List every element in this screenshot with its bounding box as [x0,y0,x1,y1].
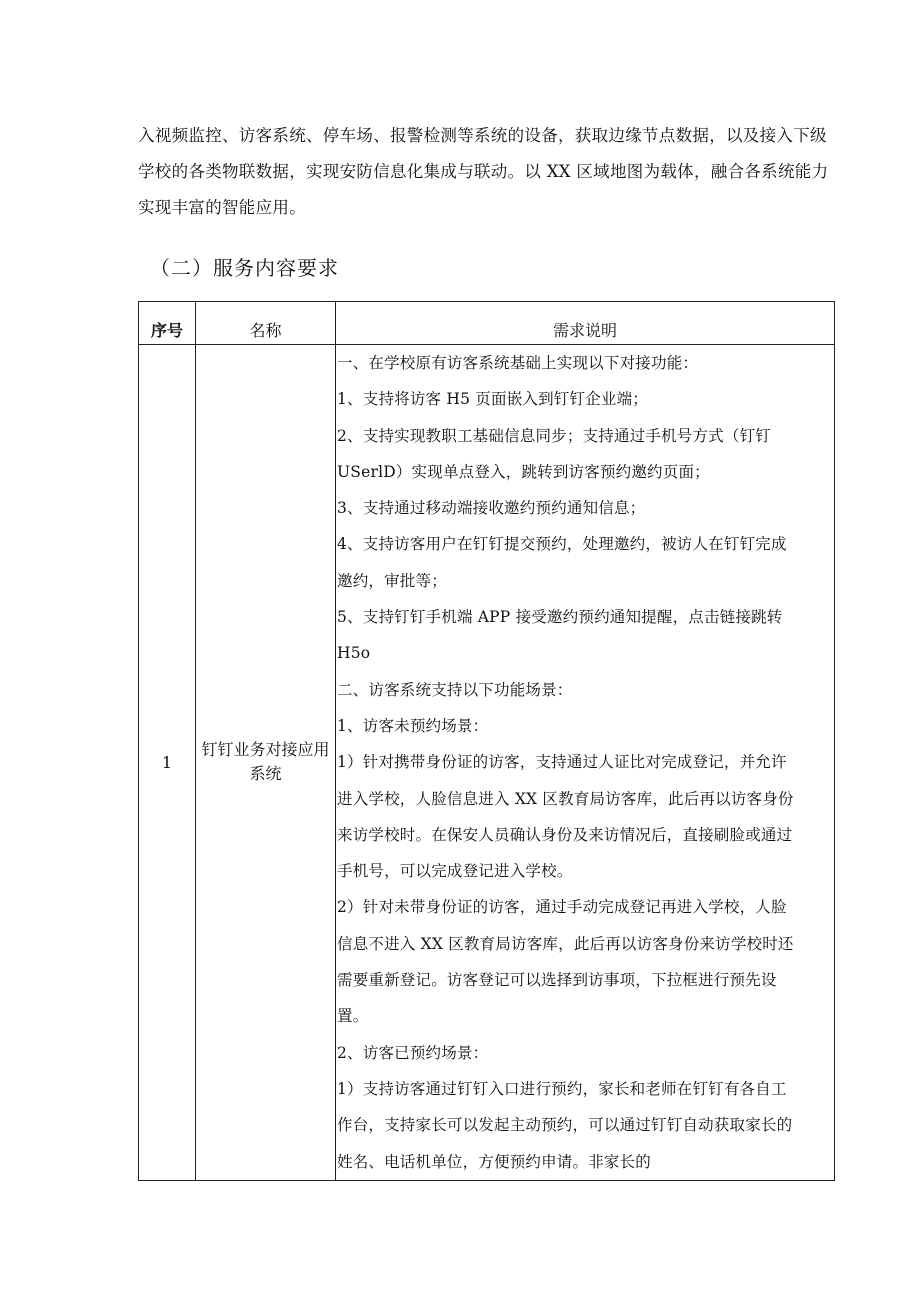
desc-line: 手机号，可以完成登记进入学校。 [337,862,573,881]
desc-line: 2、支持实现教职工基础信息同步；支持通过手机号方式（钉钉 [337,426,771,445]
header-name: 名称 [196,302,336,345]
desc-line: USerlD）实现单点登入，跳转到访客预约邀约页面； [337,462,710,481]
table-header-row [139,302,835,345]
desc-line: 4、支持访客用户在钉钉提交预约，处理邀约，被访人在钉钉完成 [337,535,787,554]
intro-line: 入视频监控、访客系统、停车场、报警检测等系统的设备，获取边缘节点数据，以及接入下级 [138,126,827,145]
header-desc: 需求说明 [336,302,835,345]
desc-line: 来访学校时。在保安人员确认身份及来访情况后，直接刷脸或通过 [337,825,793,844]
desc-line: 5、支持钉钉手机端 APP 接受邀约预约通知提醒，点击链接跳转 [337,608,783,627]
desc-line: 姓名、电话机单位，方便预约申请。非家长的 [337,1152,652,1171]
desc-line: 1、支持将访客 H5 页面嵌入到钉钉企业端； [337,390,648,409]
desc-line: 进入学校，人脸信息进入 XX 区教育局访客库，此后再以访客身份 [337,789,794,808]
desc-line: 一、在学校原有访客系统基础上实现以下对接功能： [337,354,699,372]
intro-paragraph [138,118,838,226]
desc-line: 2、访客已预约场景： [337,1043,489,1062]
row-name [196,345,336,1181]
row-desc [336,345,835,1181]
desc-line: 1）支持访客通过钉钉入口进行预约，家长和老师在钉钉有各自工 [337,1079,787,1098]
section-title: （二）服务内容要求 [150,256,339,280]
intro-line: 实现丰富的智能应用。 [138,198,306,217]
desc-line: H5o [337,644,371,663]
table-row [139,345,835,1181]
requirements-table [138,301,835,1181]
desc-line: 1）针对携带身份证的访客，支持通过人证比对完成登记，并允许 [337,753,787,772]
row-name-line: 钉钉业务对接应用 [201,740,330,760]
desc-line: 二、访客系统支持以下功能场景： [337,680,573,699]
row-name-line: 系统 [249,764,282,784]
desc-line: 2）针对未带身份证的访客，通过手动完成登记再进入学校，人脸 [337,898,787,917]
desc-line: 1、访客未预约场景： [337,716,489,735]
desc-line: 置。 [337,1007,369,1026]
desc-line: 信息不进入 XX 区教育局访客库，此后再以访客身份来访学校时还 [337,934,794,953]
desc-line: 需要重新登记。访客登记可以选择到访事项，下拉框进行预先设 [337,971,777,990]
desc-line: 作台，支持家长可以发起主动预约，可以通过钉钉自动获取家长的 [337,1116,793,1135]
header-seq: 序号 [139,302,196,345]
desc-line: 3、支持通过移动端接收邀约预约通知信息； [337,499,646,518]
row-seq: 1 [139,345,196,1181]
intro-line: 学校的各类物联数据，实现安防信息化集成与联动。以 XX 区域地图为载体，融合各系统能力 [138,162,829,181]
desc-line: 邀约，审批等； [337,571,447,590]
